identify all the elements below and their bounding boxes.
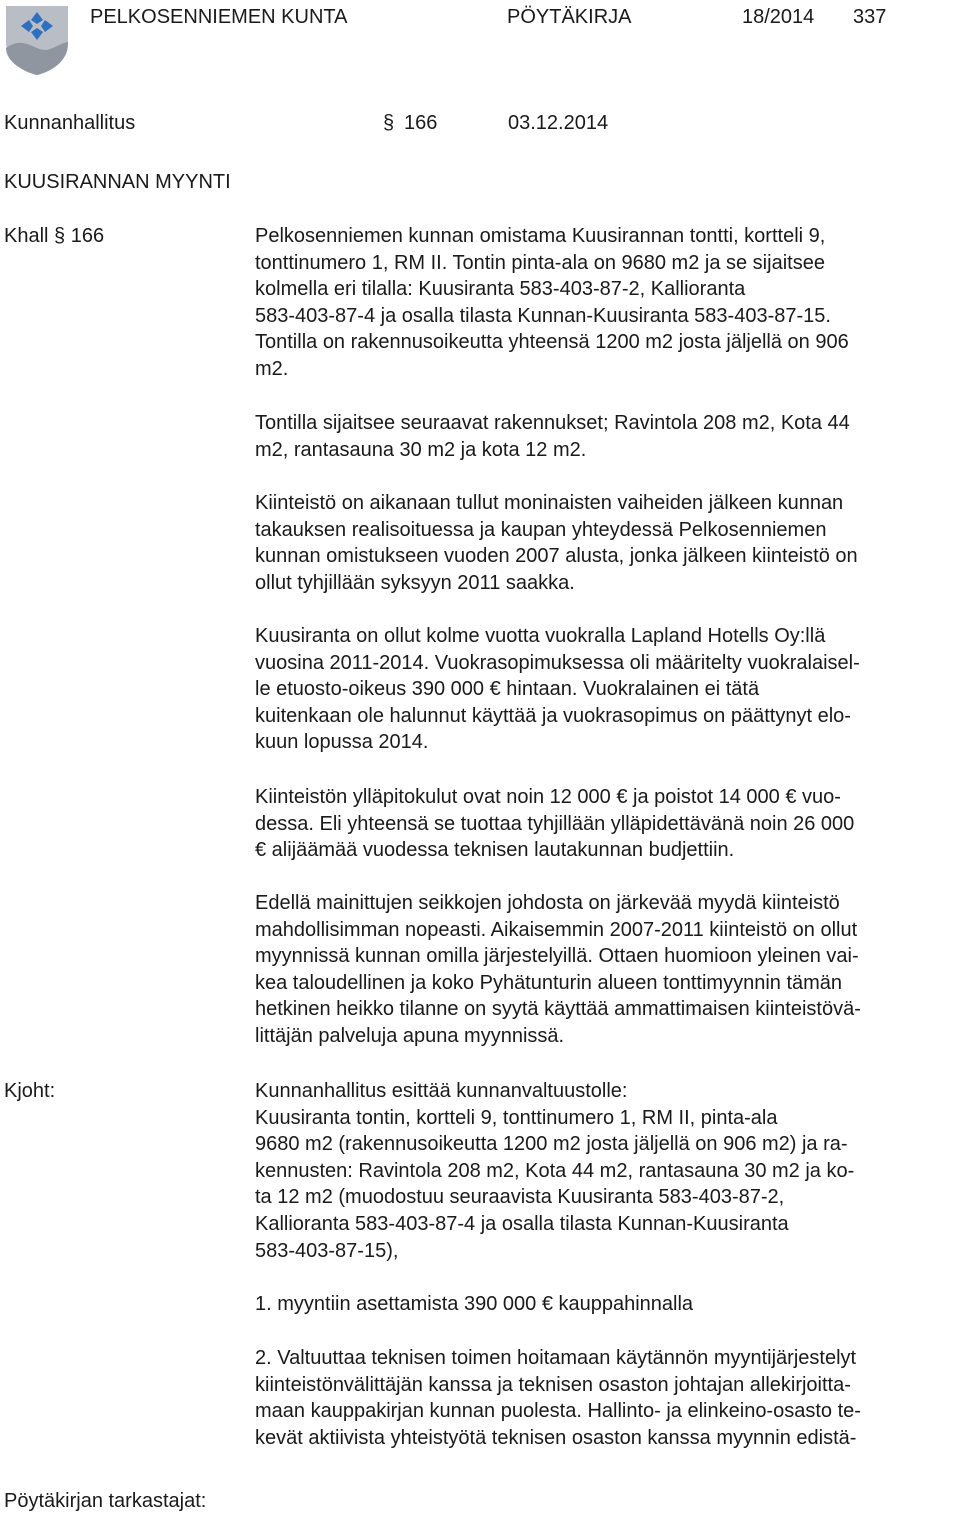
paragraph-line: kunnan omistukseen vuoden 2007 alusta, jonka jälkeen kiinteistö on — [255, 545, 858, 568]
paragraph-6 — [255, 890, 955, 1050]
paragraph-line: littäjän palveluja apuna myynnissä. — [255, 1024, 565, 1047]
paragraph-line: 583-403-87-15), — [255, 1239, 399, 1262]
paragraph-line: mahdollisimman nopeasti. Aikaisemmin 2007-2011 kiinteistö on ollut — [255, 918, 858, 941]
paragraph-line: kevät aktiivista yhteistyötä teknisen osaston kanssa myynnin edistä- — [255, 1426, 857, 1449]
reviewers-label: Pöytäkirjan tarkastajat: — [4, 1490, 207, 1512]
meeting-body: Kunnanhallitus — [4, 112, 136, 134]
paragraph-line: dessa. Eli yhteensä se tuottaa tyhjillään ylläpidettävänä noin 26 000 — [255, 812, 855, 835]
paragraph-line: Kiinteistön ylläpitokulut ovat noin 12 000 € ja poistot 14 000 € vuo- — [255, 786, 841, 808]
paragraph-1 — [255, 223, 955, 383]
paragraph-line: Edellä mainittujen seikkojen johdosta on järkevää myydä kiinteistö — [255, 892, 840, 914]
paragraph-5 — [255, 784, 955, 864]
paragraph-line: takauksen realisoituessa ja kaupan yhteydessä Pelkosenniemen — [255, 518, 827, 541]
paragraph-line: m2, rantasauna 30 m2 ja kota 12 m2. — [255, 438, 587, 461]
paragraph-line: kennusten: Ravintola 208 m2, Kota 44 m2, rantasauna 30 m2 ja ko- — [255, 1159, 855, 1182]
page-number: 337 — [853, 6, 887, 28]
paragraph-4 — [255, 623, 955, 756]
section-number: 166 — [404, 112, 438, 134]
paragraph-line: le etuosto-oikeus 390 000 € hintaan. Vuokralainen ei tätä — [255, 678, 760, 701]
paragraph-line: Tontilla on rakennusoikeutta yhteensä 1200 m2 josta jäljellä on 906 — [255, 331, 849, 354]
paragraph-line: Kuusiranta on ollut kolme vuotta vuokralla Lapland Hotells Oy:llä — [255, 625, 826, 647]
paragraph-line: myynnissä kunnan omilla järjestelyillä. Ottaen huomioon yleinen vai- — [255, 945, 859, 968]
paragraph-3 — [255, 490, 955, 596]
proposal-item-1 — [255, 1291, 955, 1318]
paragraph-line: tonttinumero 1, RM II. Tontin pinta-ala on 9680 m2 ja se sijaitsee — [255, 251, 825, 274]
municipal-coat-of-arms-icon — [4, 4, 70, 76]
paragraph-line: 9680 m2 (rakennusoikeutta 1200 m2 josta jäljellä on 906 m2) ja ra- — [255, 1133, 848, 1156]
paragraph-line: hetkinen heikko tilanne on syytä käyttää ammattimaisen kiinteistövä- — [255, 998, 861, 1021]
khall-text: Khall — [4, 225, 49, 247]
paragraph-line: 1. myyntiin asettamista 390 000 € kauppahinnalla — [255, 1293, 694, 1315]
paragraph-line: kiinteistönvälittäjän kanssa ja teknisen osaston johtajan allekirjoitta- — [255, 1373, 851, 1396]
khall-number: 166 — [70, 225, 105, 247]
page-title: KUUSIRANNAN MYYNTI — [4, 171, 231, 193]
kjoht-label: Kjoht: — [4, 1080, 56, 1102]
proposal-item-2 — [255, 1345, 955, 1451]
paragraph-line: maan kauppakirjan kunnan puolesta. Hallinto- ja elinkeino-osasto te- — [255, 1400, 861, 1423]
paragraph-line: m2. — [255, 357, 289, 380]
paragraph-line: Kunnanhallitus esittää kunnanvaltuustolle: — [255, 1080, 628, 1102]
paragraph-line: € alijäämää vuodessa teknisen lautakunnan budjettiin. — [255, 839, 735, 862]
paragraph-line: 2. Valtuuttaa teknisen toimen hoitamaan käytännön myyntijärjestelyt — [255, 1347, 857, 1369]
meeting-date: 03.12.2014 — [508, 112, 609, 134]
paragraph-line: ta 12 m2 (muodostuu seuraavista Kuusiranta 583-403-87-2, — [255, 1186, 785, 1209]
paragraph-2 — [255, 410, 955, 463]
paragraph-line: 583-403-87-4 ja osalla tilasta Kunnan-Kuusiranta 583-403-87-15. — [255, 304, 831, 327]
section-symbol: § — [383, 112, 395, 134]
paragraph-line: vuosina 2011-2014. Vuokrasopimuksessa oli määritelty vuokralaisel- — [255, 651, 860, 674]
paragraph-line: ollut tyhjillään syksyyn 2011 saakka. — [255, 571, 575, 594]
proposal-paragraph — [255, 1078, 955, 1264]
document-type: PÖYTÄKIRJA — [507, 6, 632, 28]
paragraph-line: kuitenkaan ole halunnut käyttää ja vuokrasopimus on päättynyt elo- — [255, 704, 851, 727]
paragraph-line: Tontilla sijaitsee seuraavat rakennukset; Ravintola 208 m2, Kota 44 — [255, 412, 850, 434]
paragraph-line: kuun lopussa 2014. — [255, 731, 429, 754]
municipality-name: PELKOSENNIEMEN KUNTA — [90, 6, 348, 28]
khall-label — [4, 223, 104, 250]
paragraph-line: Kuusiranta tontin, kortteli 9, tonttinumero 1, RM II, pinta-ala — [255, 1106, 778, 1129]
paragraph-line: kolmella eri tilalla: Kuusiranta 583-403-87-2, Kallioranta — [255, 278, 746, 301]
document-number: 18/2014 — [742, 6, 815, 28]
paragraph-line: Pelkosenniemen kunnan omistama Kuusirannan tontti, kortteli 9, — [255, 225, 826, 247]
khall-section-symbol: § — [54, 225, 66, 247]
paragraph-line: Kallioranta 583-403-87-4 ja osalla tilasta Kunnan-Kuusiranta — [255, 1212, 789, 1235]
paragraph-line: kea taloudellinen ja koko Pyhätunturin alueen tonttimyynnin tämän — [255, 971, 843, 994]
paragraph-line: Kiinteistö on aikanaan tullut moninaisten vaiheiden jälkeen kunnan — [255, 492, 844, 514]
